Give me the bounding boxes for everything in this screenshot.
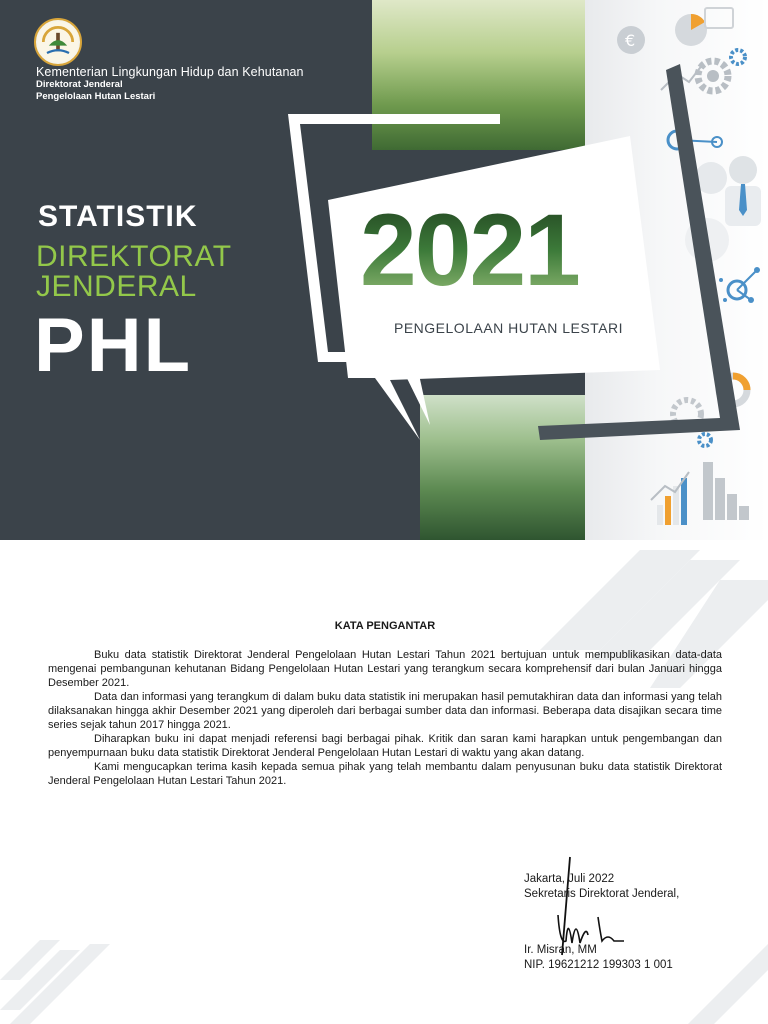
signer-name: Ir. Misran, MM — [524, 944, 597, 956]
title-direktorat-jenderal — [36, 242, 232, 302]
title-statistik: STATISTIK — [38, 200, 198, 233]
preface-paragraph: Diharapkan buku ini dapat menjadi referensi bagi berbagai pihak. Kritik dan saran kami harapkan untuk pengembangan dan penyempurnaan buku data statistik Direktorat Jenderal Pengelolaan Hutan Lestari di waktu yang akan datang. — [48, 733, 722, 759]
directorate-line2: Pengelolaan Hutan Lestari — [36, 91, 156, 102]
ministry-name: Kementerian Lingkungan Hidup dan Kehutanan — [36, 65, 304, 79]
organization-block — [36, 65, 304, 103]
svg-text:€: € — [625, 31, 636, 50]
place-date: Jakarta, Juli 2022 — [524, 873, 615, 885]
euro-coin-icon — [617, 26, 645, 54]
title-jenderal: JENDERAL — [36, 270, 197, 303]
directorate-line1: Direktorat Jenderal — [36, 79, 123, 90]
pie-chart-icon — [675, 14, 707, 46]
preface-paragraph: Kami mengucapkan terima kasih kepada semua pihak yang telah membantu dalam penyusunan buku data statistik Direktorat Jenderal Pengelolaan Hutan Lestari Tahun 2021. — [48, 761, 722, 787]
title-direktorat: DIREKTORAT — [36, 240, 232, 273]
handwritten-signature — [540, 855, 640, 960]
cover-year — [360, 195, 660, 305]
cover-year-text: 2021 — [360, 193, 579, 307]
preface-paragraph: Data dan informasi yang terangkum di dalam buku data statistik ini merupakan hasil pemutakhiran data dan informasi yang telah dilaksanakan hingga akhir Desember 2021 yang diperoleh dari berbagai sumber data dan informasi. Beberapa data disajikan secara time series sejak tahun 2017 hingga 2021. — [48, 691, 722, 731]
signer-nip: NIP. 19621212 199303 1 001 — [524, 959, 673, 971]
preface-section — [48, 620, 722, 788]
screen-icon — [705, 8, 733, 28]
preface-heading: KATA PENGANTAR — [334, 620, 436, 632]
preface-paragraph: Buku data statistik Direktorat Jenderal Pengelolaan Hutan Lestari Tahun 2021 bertujuan untuk mempublikasikan data-data mengenai pembangunan kehutanan Bidang Pengelolaan Hutan Lestari yang terangkum secara komprehensif dari bulan Januari hingga Desember 2021. — [48, 649, 722, 689]
ministry-logo — [34, 18, 82, 66]
cover-subtitle: PENGELOLAAN HUTAN LESTARI — [394, 320, 624, 336]
title-phl: PHL — [34, 303, 192, 388]
signer-position: Sekretaris Direktorat Jenderal, — [524, 888, 680, 900]
